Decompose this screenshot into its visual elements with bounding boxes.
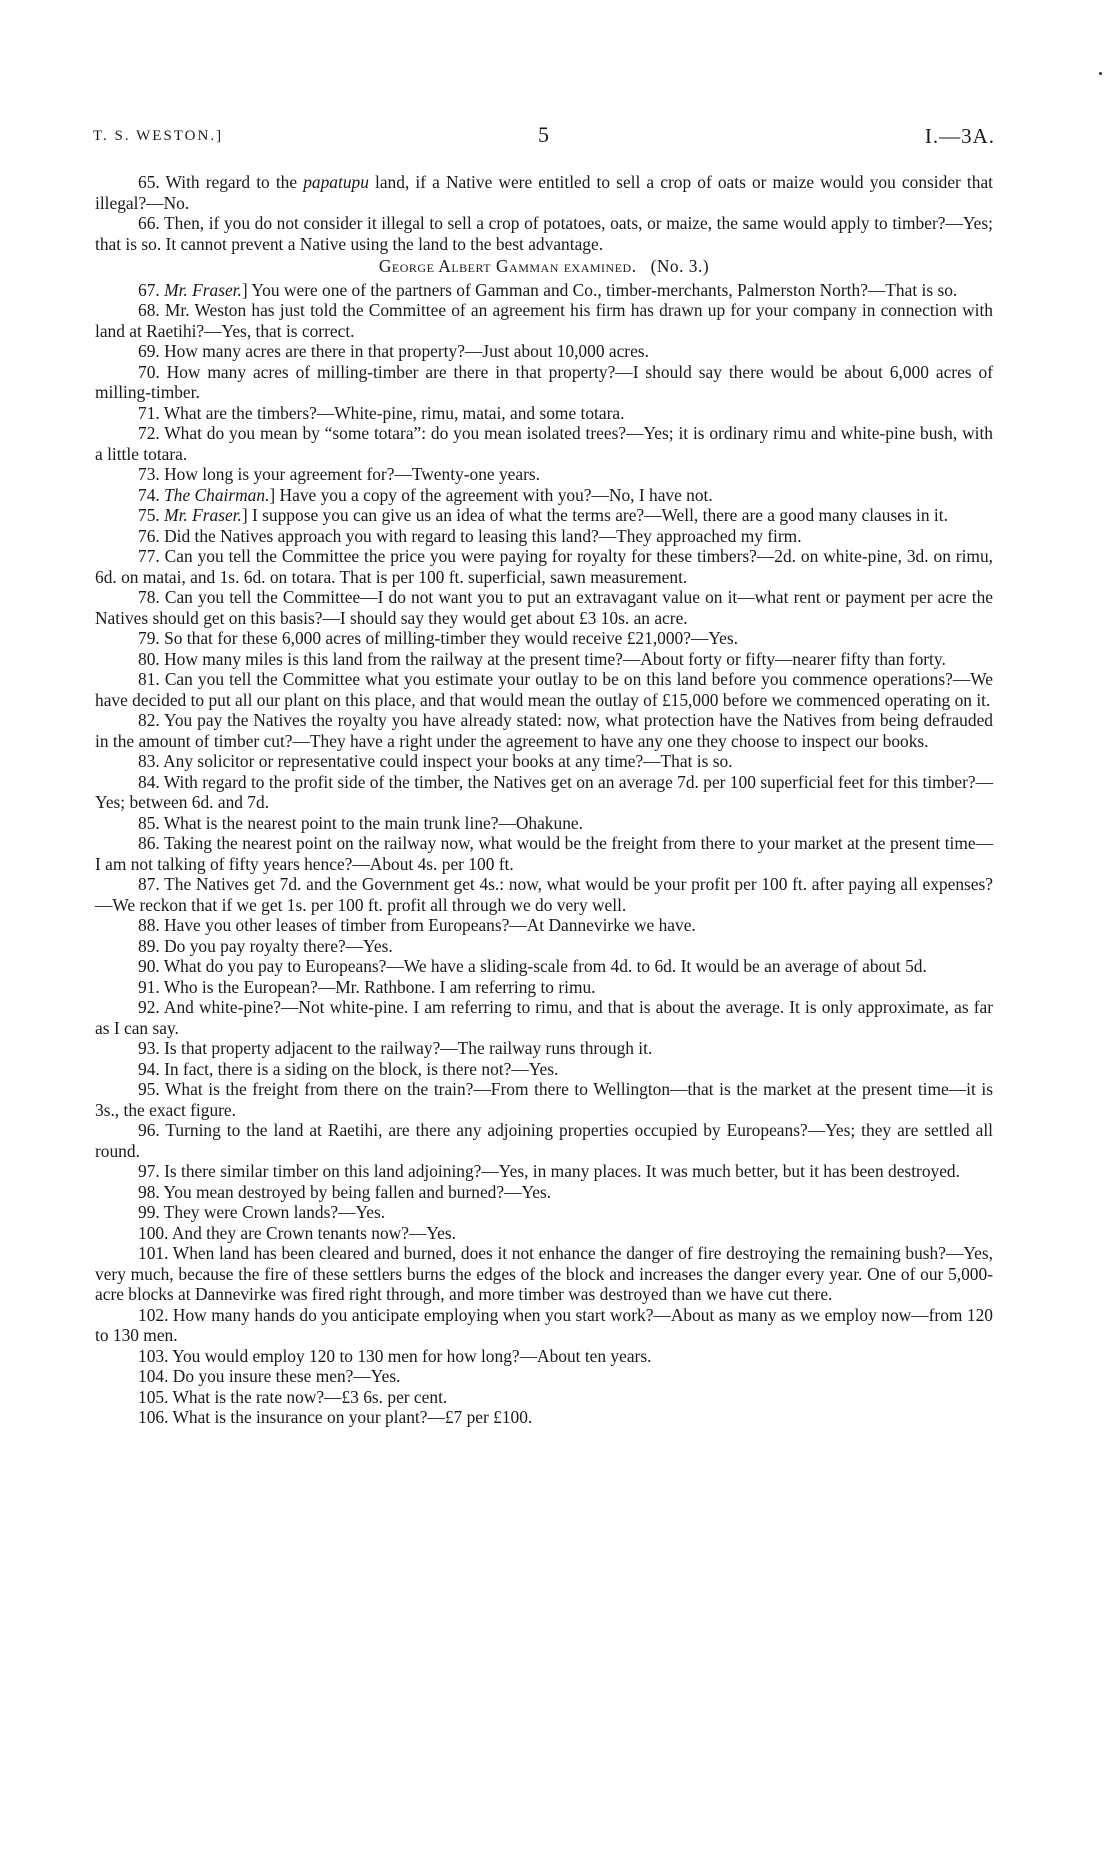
italic-segment: The Chairman.	[164, 484, 270, 505]
question-answer-paragraph: 103. You would employ 120 to 130 men for how long?—About ten years.	[138, 1345, 652, 1366]
question-answer-paragraph: 80. How many miles is this land from the railway at the present time?—About forty or fifty—nearer fifty than forty.	[138, 648, 946, 669]
question-answer-paragraph: 76. Did the Natives approach you with regard to leasing this land?—They approached my firm.	[138, 525, 802, 546]
question-answer-paragraph: 106. What is the insurance on your plant?—£7 per £100.	[138, 1407, 533, 1427]
header-witness-name: T. S. WESTON.]	[93, 128, 224, 144]
question-answer-paragraph: 90. What do you pay to Europeans?—We have a sliding-scale from 4d. to 6d. It would be an average of about 5d.	[138, 956, 927, 976]
italic-segment: papatupu	[303, 172, 369, 192]
page-number: 5	[538, 122, 550, 147]
question-answer-paragraph: 78. Can you tell the Committee—I do not want you to put an extravagant value on it—what rent or payment per acre the Natives should get on this basis?—I should say they would get about £3 10s. an acre.	[95, 587, 993, 628]
question-answer-paragraph: 66. Then, if you do not consider it illegal to sell a crop of potatoes, oats, or maize, the same would apply to timber?—Yes; that is so. It cannot prevent a Native using the land to the best advantage.	[95, 213, 993, 254]
evidence-body	[95, 172, 993, 1428]
question-answer-paragraph: 99. They were Crown lands?—Yes.	[138, 1202, 386, 1222]
question-answer-paragraph: 79. So that for these 6,000 acres of milling-timber they would receive £21,000?—Yes.	[138, 628, 739, 648]
question-answer-paragraph: 104. Do you insure these men?—Yes.	[138, 1366, 401, 1386]
question-answer-paragraph: 92. And white-pine?—Not white-pine. I am referring to rimu, and that is about the average. It is only approximate, as far as I can say.	[95, 997, 993, 1038]
question-answer-paragraph: 105. What is the rate now?—£3 6s. per cent.	[138, 1386, 448, 1407]
question-answer-paragraph: 91. Who is the European?—Mr. Rathbone. I am referring to rimu.	[138, 976, 596, 997]
page-header	[93, 122, 995, 152]
question-answer-paragraph: 96. Turning to the land at Raetihi, are there any adjoining properties occupied by Europeans?—Yes; they are settled all round.	[95, 1120, 993, 1161]
question-answer-paragraph: 73. How long is your agreement for?—Twenty-one years.	[138, 464, 541, 484]
header-document-ref: I.—3A.	[924, 124, 995, 148]
italic-segment: Mr. Fraser.	[164, 505, 242, 525]
witness-heading	[95, 256, 993, 277]
question-answer-paragraph: 81. Can you tell the Committee what you estimate your outlay to be on this land before you commence operations?—We have decided to put all our plant on this place, and that would mean the outlay of £15,000 before we commenced operating on it.	[95, 669, 993, 710]
question-answer-paragraph: 95. What is the freight from there on the train?—From there to Wellington—that is the market at the present time—it is 3s., the exact figure.	[95, 1079, 993, 1120]
question-answer-paragraph: 82. You pay the Natives the royalty you have already stated: now, what protection have the Natives from being defrauded in the amount of timber cut?—They have a right under the agreement to have any one they choose to inspect our books.	[95, 710, 993, 751]
question-answer-paragraph: 94. In fact, there is a siding on the block, is there not?—Yes.	[138, 1058, 559, 1079]
question-answer-paragraph: 83. Any solicitor or representative could inspect your books at any time?—That is so.	[138, 751, 733, 771]
question-answer-paragraph: 77. Can you tell the Committee the price you were paying for royalty for these timbers?—2d. on white-pine, 3d. on rimu, 6d. on matai, and 1s. 6d. on totara. That is per 100 ft. superficial, sawn measurement.	[95, 546, 993, 587]
question-answer-paragraph: 89. Do you pay royalty there?—Yes.	[138, 935, 393, 956]
question-answer-paragraph: 70. How many acres of milling-timber are there in that property?—I should say there would be about 6,000 acres of milling-timber.	[95, 361, 993, 402]
question-answer-paragraph: 75. Mr. Fraser.] I suppose you can give us an idea of what the terms are?—Well, there are a good many clauses in it.	[138, 505, 948, 525]
question-answer-paragraph: 74. The Chairman.] Have you a copy of the agreement with you?—No, I have not.	[138, 484, 713, 505]
witness-heading-name: George Albert Gamman examined.	[378, 256, 637, 276]
question-answer-paragraph: 68. Mr. Weston has just told the Committee of an agreement his firm has drawn up for your company in connection with land at Raetihi?—Yes, that is correct.	[95, 300, 993, 341]
question-answer-paragraph: 65. With regard to the papatupu land, if a Native were entitled to sell a crop of oats or maize would you consider that illegal?—No.	[95, 172, 994, 213]
question-answer-paragraph: 72. What do you mean by “some totara”: do you mean isolated trees?—Yes; it is ordinary rimu and white-pine bush, with a little totara.	[95, 423, 993, 464]
question-answer-paragraph: 84. With regard to the profit side of the timber, the Natives get on an average 7d. per 100 superficial feet for this timber?—Yes; between 6d. and 7d.	[95, 771, 993, 812]
question-answer-paragraph: 102. How many hands do you anticipate employing when you start work?—About as many as we employ now—from 120 to 130 men.	[95, 1304, 993, 1345]
question-answer-paragraph: 88. Have you other leases of timber from Europeans?—At Dannevirke we have.	[138, 915, 696, 935]
scan-speck	[1099, 72, 1102, 75]
question-answer-paragraph: 93. Is that property adjacent to the railway?—The railway runs through it.	[138, 1038, 653, 1058]
italic-segment: Mr. Fraser.	[164, 279, 242, 300]
question-answer-paragraph: 85. What is the nearest point to the main trunk line?—Ohakune.	[138, 812, 583, 833]
question-answer-paragraph: 97. Is there similar timber on this land adjoining?—Yes, in many places. It was much better, but it has been destroyed.	[138, 1161, 960, 1181]
question-answer-paragraph: 101. When land has been cleared and burned, does it not enhance the danger of fire destroying the remaining bush?—Yes, very much, because the fire of these settlers burns the edges of the block and increases the danger every year. One of our 5,000-acre blocks at Dannevirke was fired right through, and more timber was destroyed than we have cut there.	[95, 1243, 993, 1304]
question-answer-paragraph: 71. What are the timbers?—White-pine, rimu, matai, and some totara.	[138, 402, 625, 423]
question-answer-paragraph: 100. And they are Crown tenants now?—Yes.	[138, 1222, 456, 1243]
witness-heading-number: (No. 3.)	[650, 256, 710, 276]
question-answer-paragraph: 98. You mean destroyed by being fallen and burned?—Yes.	[138, 1181, 552, 1202]
question-answer-paragraph: 69. How many acres are there in that property?—Just about 10,000 acres.	[138, 341, 649, 361]
question-answer-paragraph: 67. Mr. Fraser.] You were one of the partners of Gamman and Co., timber-merchants, Palmerston North?—That is so.	[138, 279, 958, 300]
question-answer-paragraph: 86. Taking the nearest point on the railway now, what would be the freight from there to your market at the present time—I am not talking of fifty years hence?—About 4s. per 100 ft.	[95, 833, 993, 874]
question-answer-paragraph: 87. The Natives get 7d. and the Government get 4s.: now, what would be your profit per 100 ft. after paying all expenses?—We reckon that if we get 1s. per 100 ft. profit all through we do very well.	[95, 874, 993, 915]
